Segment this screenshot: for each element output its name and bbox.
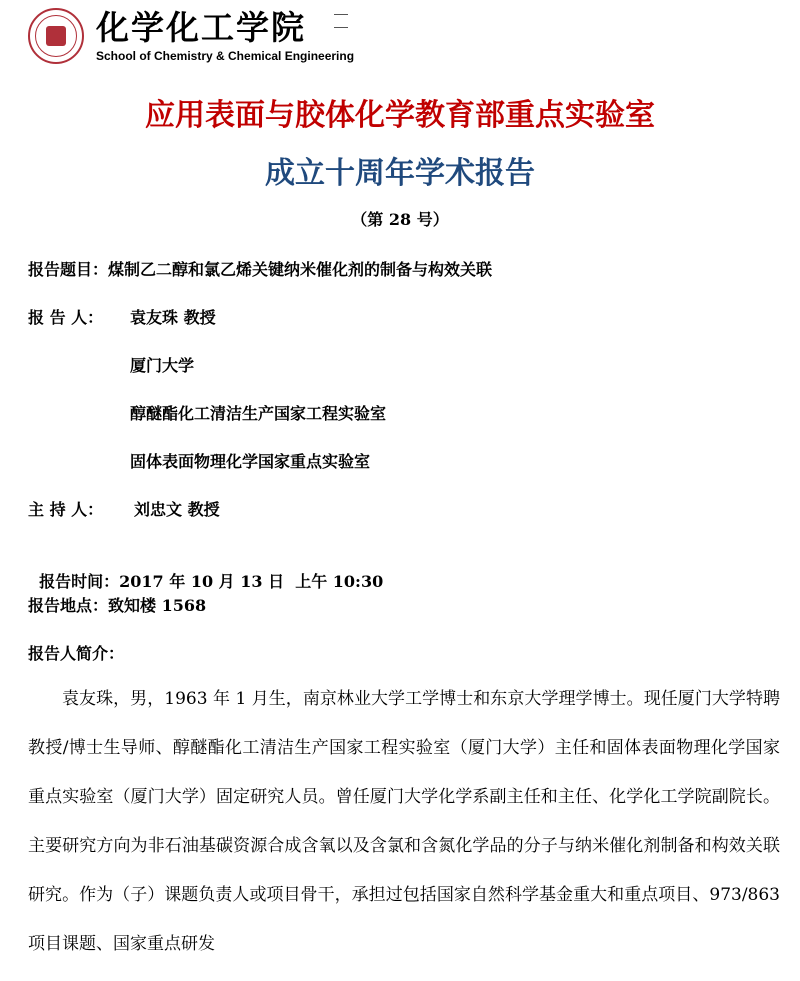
place-label: 报告地点： <box>28 596 109 615</box>
host-label: 主 持 人： <box>28 500 104 519</box>
time-label: 报告时间： <box>39 572 120 591</box>
issue-number: （第 28 号） <box>351 210 449 229</box>
affiliation-2: 醇醚酯化工清洁生产国家工程实验室 <box>130 404 387 423</box>
bio-heading: 报告人简介： <box>28 644 125 663</box>
time-value: 2017 年 10 月 13 日 上午 10:30 <box>119 572 384 591</box>
host-value: 刘忠文 教授 <box>134 500 220 519</box>
speaker-row <box>28 306 216 330</box>
page-title: 应用表面与胶体化学教育部重点实验室 <box>145 98 655 133</box>
time-row <box>28 546 383 594</box>
speaker-label: 报 告 人： <box>28 308 104 327</box>
place-row <box>28 594 206 618</box>
affiliation-3: 固体表面物理化学国家重点实验室 <box>130 452 371 471</box>
bio-paragraph: 袁友珠，男，1963 年 1 月生，南京林业大学工学博士和东京大学理学博士。现任厦门大学特聘教授/博士生导师、醇醚酯化工清洁生产国家工程实验室（厦门大学）主任和固体表面物理化学国家重点实验室（厦门大学）固定研究人员。曾任厦门大学化学系副主任和主任、化学化工学院副院长。主要研究方向为非石油基碳资源合成含氧以及含氯和含氮化学品的分子与纳米催化剂制备和构效关联研究。作为（子）课题负责人或项目骨干，承担过包括国家自然科学基金重大和重点项目、973/863 项目课题、国家重点研发 <box>28 689 780 954</box>
topic-row <box>28 258 492 282</box>
school-header <box>28 8 388 68</box>
topic-value: 煤制乙二醇和氯乙烯关键纳米催化剂的制备与构效关联 <box>108 260 493 279</box>
page-subtitle: 成立十周年学术报告 <box>265 156 535 191</box>
topic-label: 报告题目： <box>28 260 109 279</box>
school-name-cn: 化学化工学院 <box>96 8 306 47</box>
school-seal-logo <box>28 8 84 64</box>
host-row <box>28 498 220 522</box>
affiliation-1: 厦门大学 <box>130 356 195 375</box>
speaker-value: 袁友珠 教授 <box>130 308 216 327</box>
calligraphy-mark <box>334 14 348 28</box>
place-value: 致知楼 1568 <box>108 596 207 615</box>
school-name-en: School of Chemistry & Chemical Engineering <box>96 49 355 63</box>
